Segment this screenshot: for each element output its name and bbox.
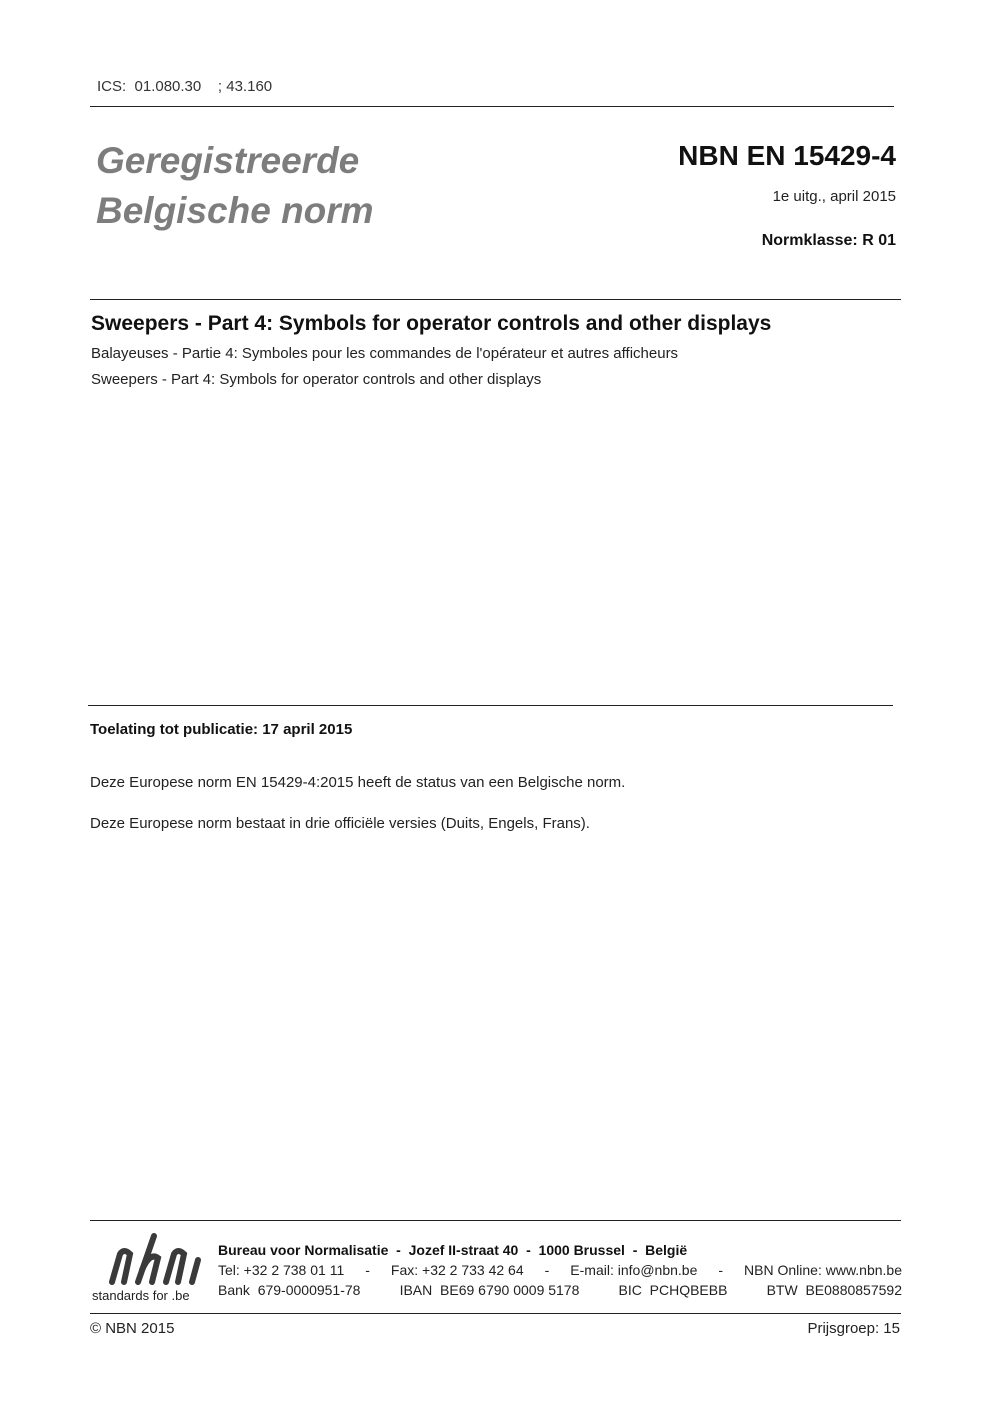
edition-info: 1e uitg., april 2015	[772, 188, 896, 205]
copyright: © NBN 2015	[90, 1320, 175, 1337]
email-link[interactable]: E-mail: info@nbn.be	[570, 1262, 698, 1278]
bank-account: Bank 679-0000951-78	[218, 1282, 361, 1298]
bank-line	[218, 1282, 902, 1298]
status-paragraph: Deze Europese norm EN 15429-4:2015 heeft de status van een Belgische norm.	[90, 774, 626, 791]
header-divider	[90, 106, 894, 107]
vat-number: BTW BE0880857592	[766, 1282, 902, 1298]
norm-identifier: NBN EN 15429-4	[678, 140, 896, 171]
contact-line	[218, 1262, 902, 1278]
registered-line-2: Belgische norm	[96, 190, 374, 231]
iban: IBAN BE69 6790 0009 5178	[399, 1282, 580, 1298]
telephone: Tel: +32 2 738 01 11	[218, 1262, 345, 1278]
separator: -	[544, 1262, 550, 1278]
bic: BIC PCHQBEBB	[618, 1282, 728, 1298]
title-divider	[90, 299, 901, 300]
document-title-english: Sweepers - Part 4: Symbols for operator controls and other displays	[91, 371, 542, 388]
registered-standard-heading	[96, 136, 374, 236]
bottom-divider	[90, 1313, 901, 1314]
website-link[interactable]: NBN Online: www.nbn.be	[744, 1262, 902, 1278]
document-title: Sweepers - Part 4: Symbols for operator controls and other displays	[91, 312, 772, 335]
separator: -	[718, 1262, 724, 1278]
registered-line-1: Geregistreerde	[96, 140, 360, 181]
ics-code: ICS: 01.080.30 ; 43.160	[97, 78, 273, 95]
fax: Fax: +32 2 733 42 64	[390, 1262, 524, 1278]
body-divider	[88, 705, 893, 706]
norm-class: Normklasse: R 01	[761, 232, 896, 249]
footer-divider	[90, 1220, 901, 1221]
price-group: Prijsgroep: 15	[807, 1320, 900, 1337]
separator: -	[365, 1262, 370, 1278]
versions-paragraph: Deze Europese norm bestaat in drie officiële versies (Duits, Engels, Frans).	[90, 815, 590, 832]
document-title-french: Balayeuses - Partie 4: Symboles pour les commandes de l'opérateur et autres afficheurs	[91, 345, 679, 362]
logo-tagline: standards for .be	[92, 1288, 190, 1303]
org-address: Bureau voor Normalisatie - Jozef II-straat 40 - 1000 Brussel - België	[218, 1242, 688, 1258]
publication-approval: Toelating tot publicatie: 17 april 2015	[90, 721, 353, 738]
